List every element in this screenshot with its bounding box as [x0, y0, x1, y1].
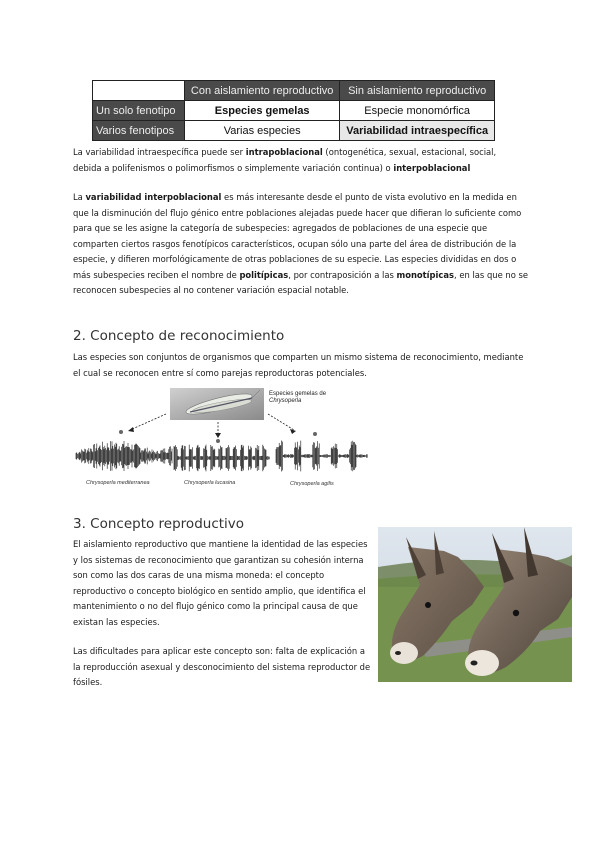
paragraph-interpopulational — [73, 190, 531, 299]
table-cell: Especies gemelas — [185, 101, 340, 121]
donkeys-photo — [378, 527, 572, 682]
bold-term: variabilidad interpoblacional — [85, 192, 222, 202]
table-col-header: Sin aislamiento reproductivo — [340, 81, 495, 101]
table-row — [93, 101, 495, 121]
waveform-agilis — [276, 440, 367, 471]
text-span: La — [73, 192, 86, 202]
text-span: (ontogenética, sexual, estacional, social, debida a polifenismos o polimorfismos o simplemente variación continua) o — [73, 147, 497, 173]
comparison-table — [92, 80, 495, 141]
species-caption: Chrysoperla mediterranea — [86, 480, 150, 486]
section-heading-reproductive: 3. Concepto reproductivo — [73, 516, 245, 532]
section-heading-recognition: 2. Concepto de reconocimiento — [73, 328, 285, 344]
table-row — [93, 121, 495, 141]
chrysoperla-figure — [72, 388, 372, 490]
arrow-heads — [128, 427, 296, 438]
bold-term: intrapoblacional — [245, 147, 323, 157]
waveform-mediterranea — [76, 441, 172, 471]
lacewing-photo — [170, 388, 264, 420]
table-row-header: Un solo fenotipo — [93, 101, 185, 121]
text-span: , por contraposición a las — [288, 269, 397, 280]
species-caption: Chrysoperla lucasina — [184, 480, 236, 486]
bold-term: interpoblacional — [393, 162, 471, 173]
text-span: , en las que no se reconocen subespecies al no contener variación espacial notable. — [73, 269, 529, 295]
figure-label-line2: Chrysoperla — [269, 398, 302, 404]
paragraph-intraspecific — [73, 145, 525, 176]
figure-label-line1: Especies gemelas de — [269, 391, 327, 397]
chrysoperla-song-figure — [72, 388, 372, 490]
table-header-row — [93, 81, 495, 101]
table-col-header: Con aislamiento reproductivo — [185, 81, 340, 101]
species-caption: Chrysoperla agilis — [290, 481, 334, 487]
paragraph-reproductive: El aislamiento reproductivo que mantiene la identidad de las especies y los sistemas de reconocimiento que garantizan su cohesión interna son como las dos caras de una misma moneda: el concepto reproductivo o concepto biológico en sentido amplio, que identifica el mantenimiento o no del flujo génico como la principal causa de que existan las especies. — [73, 539, 368, 627]
text-span: La variabilidad intraespecífica puede ser — [73, 147, 246, 157]
donkeys-image — [378, 527, 572, 682]
table-cell: Especie monomórfica — [340, 101, 495, 121]
waveform-lucasina — [174, 445, 269, 472]
table-corner-cell — [93, 81, 185, 101]
bold-term: politípicas — [239, 269, 289, 280]
text-span: es más interesante desde el punto de vista evolutivo en la medida en que la disminución del flujo génico entre poblaciones alejadas puede hacer que difieran lo suficiente como para que se les asigne la categoría de subespecies: agregados de poblaciones de una especie que comparten ciertos rasgos fenotípicos característicos, ocupan sólo una parte del área de distribución de la especie, y difieren morfológicamente de otras poblaciones de su especie. Las especies divididas en dos o más subespecies reciben el nombre de — [73, 192, 522, 280]
paragraph-difficulties: Las dificultades para aplicar este concepto son: falta de explicación a la reproducción asexual y desconocimiento del sistema reproductor de fósiles. — [73, 646, 371, 687]
table-row-header: Varios fenotipos — [93, 121, 185, 141]
paragraph-recognition: Las especies son conjuntos de organismos que comparten un mismo sistema de reconocimiento, mediante el cual se reconocen entre sí como parejas reproductoras potenciales. — [73, 352, 524, 378]
bold-term: monotípicas — [396, 269, 455, 280]
table-cell: Variabilidad intraespecífica — [340, 121, 495, 141]
table-cell: Varias especies — [185, 121, 340, 141]
